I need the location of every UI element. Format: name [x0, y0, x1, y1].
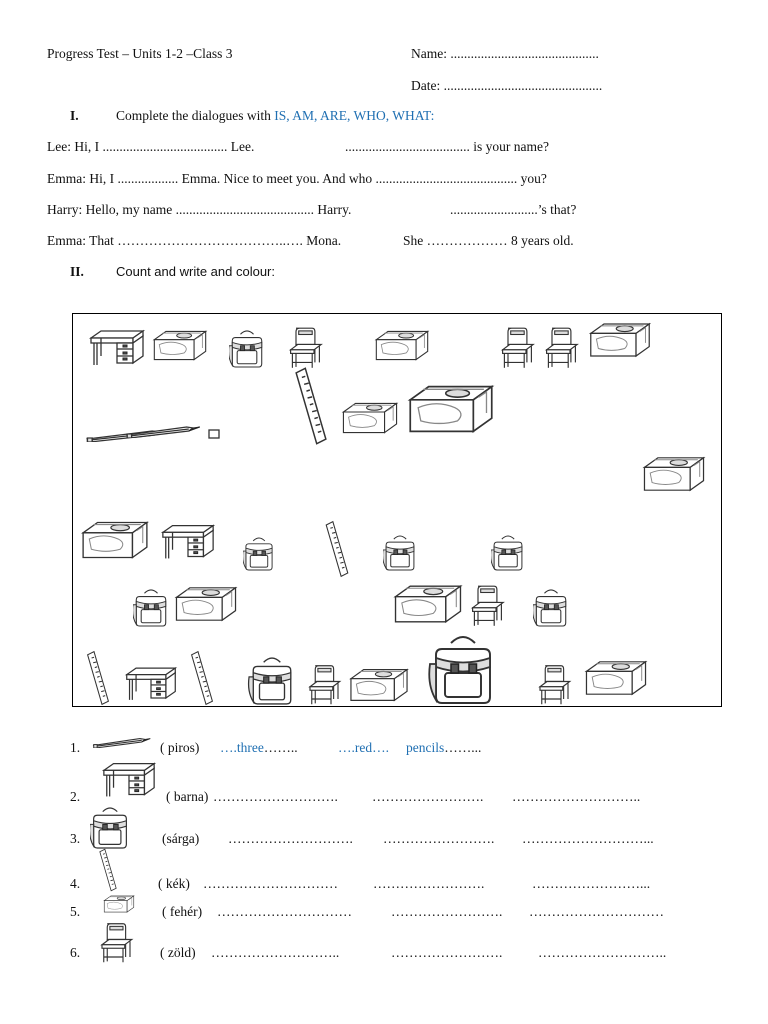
- chair-icon: [305, 664, 343, 706]
- section-1-numeral: I.: [70, 108, 79, 123]
- ruler-icon: [317, 520, 357, 578]
- answer-noun[interactable]: …………………………: [529, 904, 664, 919]
- chair-icon: [96, 922, 136, 964]
- colour-label: ( fehér): [162, 904, 203, 919]
- item-number: 3.: [70, 831, 81, 846]
- answer-dots: ….: [338, 740, 355, 755]
- ruler-icon: [283, 366, 339, 446]
- sharpener-icon: [391, 582, 465, 626]
- item-number: 5.: [70, 904, 81, 919]
- section-2-instruction: Count and write and colour:: [116, 264, 275, 279]
- answer-dots: ……..: [263, 740, 298, 755]
- instruction-words: IS, AM, ARE, WHO, WHAT:: [274, 108, 435, 123]
- colour-label: ( kék): [158, 876, 190, 891]
- colour-label: ( zöld): [160, 945, 196, 960]
- sharpener-icon: [587, 320, 653, 360]
- answer-number[interactable]: ……………………….: [228, 831, 353, 846]
- answer-number: [220, 740, 298, 756]
- section-1-instruction: [116, 108, 434, 124]
- sharpener-icon: [102, 894, 136, 914]
- item-number: 2.: [70, 789, 81, 804]
- answer-noun: [406, 740, 481, 756]
- schoolbag-icon: [427, 634, 499, 706]
- colour-label: (sárga): [162, 831, 200, 846]
- chair-icon: [287, 326, 323, 370]
- answer-noun[interactable]: ………………………..: [512, 789, 641, 804]
- schoolbag-icon: [245, 656, 299, 706]
- schoolbag-icon: [90, 806, 130, 850]
- ruler-icon: [79, 650, 117, 706]
- desk-icon: [87, 328, 147, 368]
- answer-colour: [338, 740, 389, 756]
- sharpener-icon: [579, 658, 653, 698]
- pencil-icon: [92, 736, 152, 750]
- sharpener-icon: [151, 328, 209, 363]
- answer-dots: ……...: [444, 740, 482, 755]
- name-field[interactable]: Name: ............................................: [411, 46, 599, 61]
- dialogue-line-4a: Emma: That ………………………………..…. Mona.: [47, 233, 342, 248]
- colour-label: ( barna): [166, 789, 209, 804]
- dialogue-line-1a: Lee: Hi, I ..................................... Lee.: [47, 139, 255, 154]
- schoolbag-icon: [491, 534, 525, 572]
- answer-colour[interactable]: …………………….: [372, 789, 484, 804]
- count-picture-frame: [72, 313, 722, 707]
- schoolbag-icon: [243, 536, 275, 572]
- colour-label: ( piros): [160, 740, 200, 755]
- ruler-icon: [183, 650, 221, 706]
- answer-colour-value: red: [354, 740, 373, 755]
- sharpener-icon: [79, 510, 151, 570]
- chair-icon: [543, 326, 579, 370]
- answer-noun[interactable]: ………………………...: [522, 831, 654, 846]
- item-number: 4.: [70, 876, 81, 891]
- desk-icon: [159, 522, 217, 562]
- test-title: Progress Test – Units 1-2 –Class 3: [47, 46, 233, 61]
- answer-colour[interactable]: …………………….: [391, 904, 503, 919]
- answer-noun-value: pencils: [406, 740, 445, 755]
- chair-icon: [535, 664, 573, 706]
- dialogue-line-3b: ..........................’s that?: [450, 202, 577, 217]
- item-number: 1.: [70, 740, 81, 755]
- sharpener-icon: [339, 400, 401, 436]
- answer-colour[interactable]: …………………….: [373, 876, 485, 891]
- sharpener-icon: [635, 454, 713, 494]
- answer-number[interactable]: ……………………….: [213, 789, 338, 804]
- answer-dots: ….: [372, 740, 389, 755]
- schoolbag-icon: [383, 534, 417, 572]
- answer-colour[interactable]: …………………….: [383, 831, 495, 846]
- ruler-icon: [90, 848, 126, 892]
- dialogue-line-2: Emma: Hi, I .................. Emma. Nice to meet you. And who .......................................... you?: [47, 171, 547, 186]
- desk-icon: [100, 760, 158, 800]
- answer-number[interactable]: …………………………: [203, 876, 338, 891]
- section-2-numeral: II.: [70, 264, 84, 279]
- instruction-prefix: Complete the dialogues with: [116, 108, 271, 123]
- sharpener-icon: [405, 380, 497, 438]
- desk-icon: [123, 664, 179, 704]
- schoolbag-icon: [229, 328, 265, 370]
- answer-dots: ….: [220, 740, 237, 755]
- dialogue-line-1b: ..................................... is your name?: [345, 139, 549, 154]
- dialogue-line-3a: Harry: Hello, my name ......................................... Harry.: [47, 202, 352, 217]
- answer-number-value: three: [236, 740, 264, 755]
- answer-number[interactable]: ………………………..: [211, 945, 340, 960]
- chair-icon: [469, 584, 505, 628]
- answer-number[interactable]: …………………………: [217, 904, 352, 919]
- chair-icon: [499, 326, 535, 370]
- dialogue-line-4b: She ……………… 8 years old.: [403, 233, 574, 248]
- date-field[interactable]: Date: ...............................................: [411, 78, 603, 93]
- sharpener-icon: [373, 328, 431, 363]
- answer-noun[interactable]: ………………………..: [538, 945, 667, 960]
- sharpener-icon: [347, 666, 411, 704]
- sharpener-icon: [171, 584, 241, 624]
- answer-colour[interactable]: …………………….: [391, 945, 503, 960]
- schoolbag-icon: [533, 586, 569, 630]
- answer-noun[interactable]: ……………………...: [532, 876, 651, 891]
- schoolbag-icon: [133, 586, 169, 630]
- item-number: 6.: [70, 945, 81, 960]
- pencils-icon: [85, 418, 225, 444]
